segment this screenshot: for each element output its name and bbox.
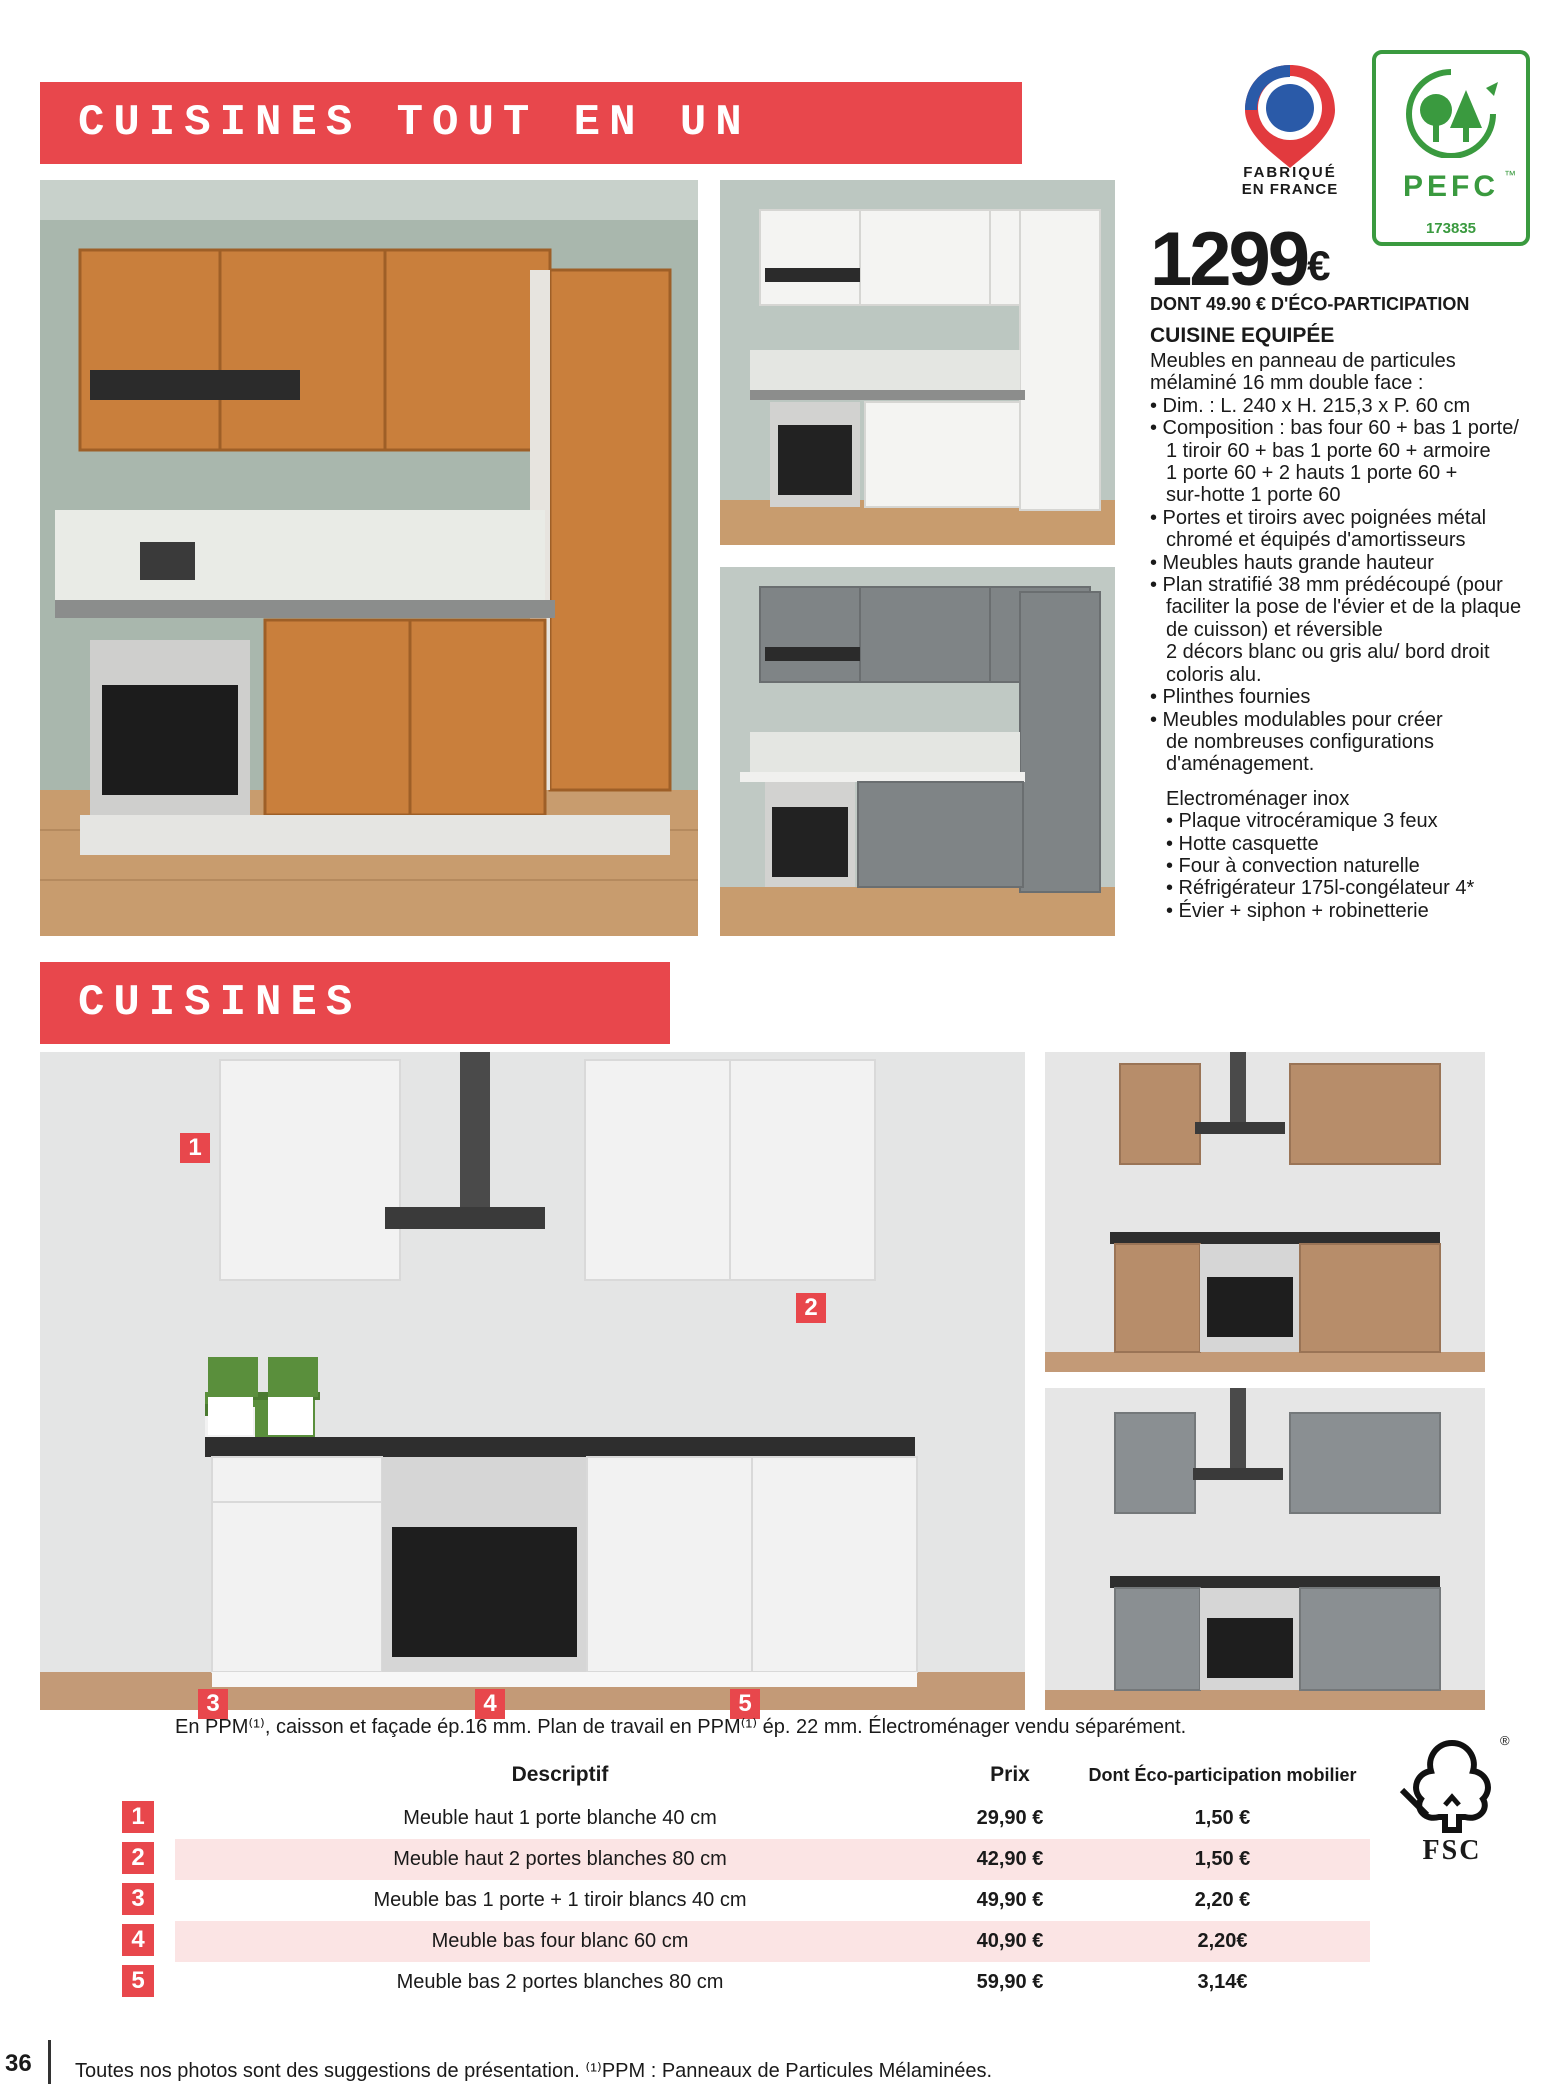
row-number-marker: 5 <box>122 1965 154 1997</box>
fsc-label: FSC <box>1422 1835 1482 1866</box>
photo-modulable-grey <box>1045 1388 1485 1710</box>
banner-reversibles: CUISINES TOUT EN UN <box>40 82 1022 164</box>
spec-line: de nombreuses configurations <box>1166 730 1434 753</box>
spec-list <box>1150 350 1545 776</box>
spec-line: sur-hotte 1 porte 60 <box>1166 484 1341 507</box>
fsc-badge <box>1392 1735 1512 1875</box>
price-table <box>175 1752 1370 2003</box>
row-prix: 29,90 € <box>945 1798 1075 1839</box>
table-row <box>175 1798 1370 1839</box>
photo-kitchen-grey <box>720 567 1115 936</box>
photo-kitchen-wood <box>40 180 698 936</box>
spec-line: • Meubles hauts grande hauteur <box>1150 551 1434 574</box>
electro-line: • Four à convection naturelle <box>1166 854 1420 877</box>
photo-marker-5: 5 <box>730 1689 760 1719</box>
spec-line: Meubles en panneau de particules <box>1150 350 1456 372</box>
table-row <box>175 1839 1370 1880</box>
row-prix: 40,90 € <box>945 1921 1075 1962</box>
page-number: 36 <box>5 2050 32 2077</box>
spec-line: • Portes et tiroirs avec poignées métal <box>1150 506 1487 529</box>
price-currency: € <box>1307 242 1328 289</box>
electro-line: • Hotte casquette <box>1166 832 1319 855</box>
product-name: CUISINE EQUIPÉE <box>1150 324 1335 347</box>
row-eco: 3,14€ <box>1075 1962 1370 2003</box>
electro-line: • Plaque vitrocéramique 3 feux <box>1166 810 1438 833</box>
row-descriptif: Meuble bas four blanc 60 cm <box>175 1921 945 1962</box>
banner-modulables: CUISINES <box>40 962 670 1044</box>
row-number-marker: 2 <box>122 1842 154 1874</box>
col-eco: Dont Éco-participation mobilier <box>1088 1764 1357 1785</box>
spec-line: • Dim. : L. 240 x H. 215,3 x P. 60 cm <box>1150 394 1471 417</box>
pefc-badge <box>1372 50 1530 246</box>
fsc-tree-icon <box>1397 1735 1507 1835</box>
product-specs <box>1150 350 1545 922</box>
row-number-marker: 4 <box>122 1924 154 1956</box>
eco-participation-line: DONT 49.90 € D'ÉCO-PARTICIPATION <box>1150 294 1470 314</box>
fsc-reg: ® <box>1500 1733 1510 1748</box>
spec-line: 1 porte 60 + 2 hauts 1 porte 60 + <box>1166 462 1458 485</box>
col-descriptif: Descriptif <box>511 1763 609 1786</box>
spec-line: faciliter la pose de l'évier et de la plaque <box>1166 596 1522 619</box>
spec-line: 1 tiroir 60 + bas 1 porte 60 + armoire <box>1166 439 1491 462</box>
row-eco: 2,20 € <box>1075 1880 1370 1921</box>
row-eco: 1,50 € <box>1075 1798 1370 1839</box>
photo-marker-4: 4 <box>475 1689 505 1719</box>
row-prix: 59,90 € <box>945 1962 1075 2003</box>
row-number-marker: 3 <box>122 1883 154 1915</box>
photo-marker-1: 1 <box>180 1133 210 1163</box>
spec-line: mélaminé 16 mm double face : <box>1150 372 1424 395</box>
col-prix: Prix <box>990 1763 1030 1786</box>
spec-line: d'aménagement. <box>1166 753 1315 776</box>
pefc-label: PEFC <box>1402 170 1499 203</box>
electro-line: • Réfrigérateur 175l-congélateur 4* <box>1166 877 1475 900</box>
row-eco: 2,20€ <box>1075 1921 1370 1962</box>
fabrique-en-france-badge <box>1220 60 1360 210</box>
footer-note: Toutes nos photos sont des suggestions de présentation. ⁽¹⁾PPM : Panneaux de Particules Mélaminées. <box>75 2060 993 2082</box>
spec-line: • Meubles modulables pour créer <box>1150 708 1443 731</box>
spec-line: 2 décors blanc ou gris alu/ bord droit <box>1166 641 1490 664</box>
table-row <box>175 1962 1370 2003</box>
spec-line: • Composition : bas four 60 + bas 1 porte/ <box>1150 417 1519 440</box>
photo-kitchen-white <box>720 180 1115 545</box>
row-descriptif: Meuble haut 2 portes blanches 80 cm <box>175 1839 945 1880</box>
photo-marker-2: 2 <box>796 1293 826 1323</box>
table-row <box>175 1880 1370 1921</box>
spec-line: coloris alu. <box>1166 663 1262 686</box>
footer-divider <box>48 2040 51 2084</box>
spec-line: de cuisson) et réversible <box>1166 618 1383 641</box>
price-main <box>1150 217 1328 302</box>
row-prix: 49,90 € <box>945 1880 1075 1921</box>
france-pin-icon <box>1235 60 1345 170</box>
photo-modulable-wood <box>1045 1052 1485 1372</box>
row-descriptif: Meuble bas 1 porte + 1 tiroir blancs 40 cm <box>175 1880 945 1921</box>
price-value: 1299 <box>1150 217 1308 302</box>
spec-line: chromé et équipés d'amortisseurs <box>1166 529 1466 552</box>
electro-line: • Évier + siphon + robinetterie <box>1166 899 1429 922</box>
spec-line: • Plinthes fournies <box>1150 686 1311 709</box>
electro-title: Electroménager inox <box>1166 787 1350 810</box>
electro-list <box>1150 810 1545 922</box>
table-row <box>175 1921 1370 1962</box>
pefc-code: 173835 <box>1425 220 1477 237</box>
fabrique-line-1: FABRIQUÉ <box>1243 164 1337 181</box>
pefc-tm: ™ <box>1504 168 1516 182</box>
photo-marker-3: 3 <box>198 1689 228 1719</box>
row-descriptif: Meuble haut 1 porte blanche 40 cm <box>175 1798 945 1839</box>
row-prix: 42,90 € <box>945 1839 1075 1880</box>
modulables-intro: En PPM⁽¹⁾, caisson et façade ép.16 mm. Plan de travail en PPM⁽¹⁾ ép. 22 mm. Électroménager vendu séparément. <box>175 1716 1187 1738</box>
row-number-marker: 1 <box>122 1801 154 1833</box>
pefc-trees-icon <box>1396 68 1506 158</box>
row-descriptif: Meuble bas 2 portes blanches 80 cm <box>175 1962 945 2003</box>
spec-line: • Plan stratifié 38 mm prédécoupé (pour <box>1150 574 1503 597</box>
price-table-header <box>175 1752 1370 1798</box>
row-eco: 1,50 € <box>1075 1839 1370 1880</box>
fabrique-line-2: EN FRANCE <box>1241 181 1339 198</box>
